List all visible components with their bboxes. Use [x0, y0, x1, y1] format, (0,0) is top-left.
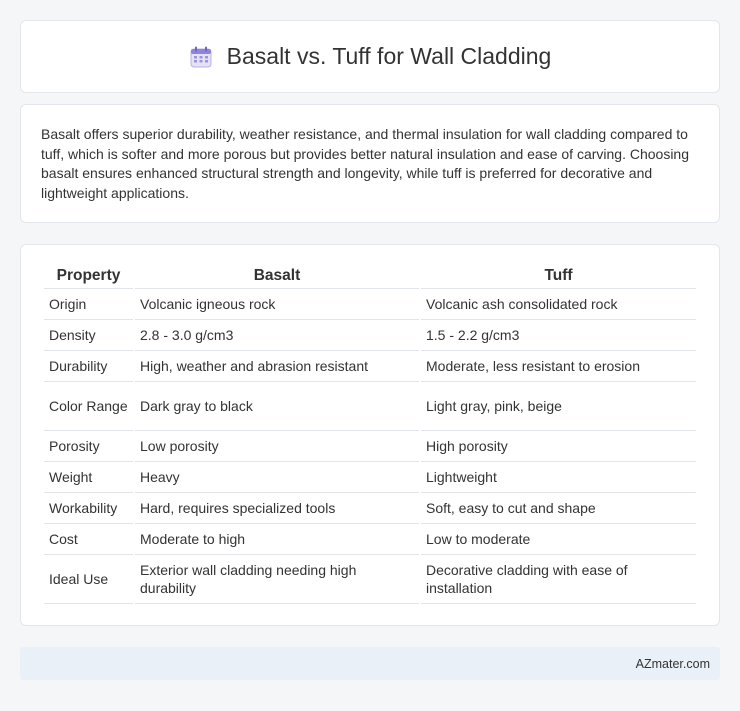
table-row — [44, 462, 696, 493]
basalt-cell: Low porosity — [135, 431, 419, 462]
property-cell: Cost — [44, 524, 133, 555]
property-cell: Density — [44, 320, 133, 351]
property-cell: Workability — [44, 493, 133, 524]
property-cell: Ideal Use — [44, 555, 133, 604]
property-cell: Color Range — [44, 382, 133, 431]
table-row — [44, 351, 696, 382]
summary-card — [20, 104, 720, 223]
tuff-cell: Soft, easy to cut and shape — [421, 493, 696, 524]
basalt-cell: Volcanic igneous rock — [135, 289, 419, 320]
basalt-cell: 2.8 - 3.0 g/cm3 — [135, 320, 419, 351]
basalt-cell: Moderate to high — [135, 524, 419, 555]
basalt-cell: High, weather and abrasion resistant — [135, 351, 419, 382]
tuff-cell: High porosity — [421, 431, 696, 462]
table-row — [44, 320, 696, 351]
tuff-cell: Moderate, less resistant to erosion — [421, 351, 696, 382]
page-title: Basalt vs. Tuff for Wall Cladding — [226, 43, 552, 69]
summary-text: Basalt offers superior durability, weather resistance, and thermal insulation for wall cladding compared to tuff, which is softer and more porous but provides better natural insulation and ease of carving. Choosing basalt ensures enhanced structural strength and longevity, while tuff is preferred for decorative and lightweight applications. — [41, 126, 690, 201]
comparison-table — [42, 265, 698, 604]
table-row — [44, 289, 696, 320]
table-row — [44, 493, 696, 524]
tuff-cell: Low to moderate — [421, 524, 696, 555]
column-header: Property — [44, 265, 133, 289]
table-row — [44, 431, 696, 462]
tuff-cell: 1.5 - 2.2 g/cm3 — [421, 320, 696, 351]
property-cell: Porosity — [44, 431, 133, 462]
property-cell: Durability — [44, 351, 133, 382]
table-row — [44, 382, 696, 431]
table-row — [44, 555, 696, 604]
footer — [20, 647, 720, 680]
basalt-cell: Heavy — [135, 462, 419, 493]
column-header: Tuff — [421, 265, 696, 289]
table-row — [44, 524, 696, 555]
basalt-cell: Exterior wall cladding needing high durability — [135, 555, 419, 604]
footer-brand[interactable]: AZmater.com — [635, 656, 710, 671]
calendar-icon — [189, 45, 213, 69]
basalt-cell: Dark gray to black — [135, 382, 419, 431]
property-cell: Weight — [44, 462, 133, 493]
comparison-table-card — [20, 244, 720, 626]
table-header-row — [44, 265, 696, 289]
tuff-cell: Decorative cladding with ease of installation — [421, 555, 696, 604]
column-header: Basalt — [135, 265, 419, 289]
tuff-cell: Volcanic ash consolidated rock — [421, 289, 696, 320]
tuff-cell: Lightweight — [421, 462, 696, 493]
title-card — [20, 20, 720, 93]
property-cell: Origin — [44, 289, 133, 320]
tuff-cell: Light gray, pink, beige — [421, 382, 696, 431]
basalt-cell: Hard, requires specialized tools — [135, 493, 419, 524]
